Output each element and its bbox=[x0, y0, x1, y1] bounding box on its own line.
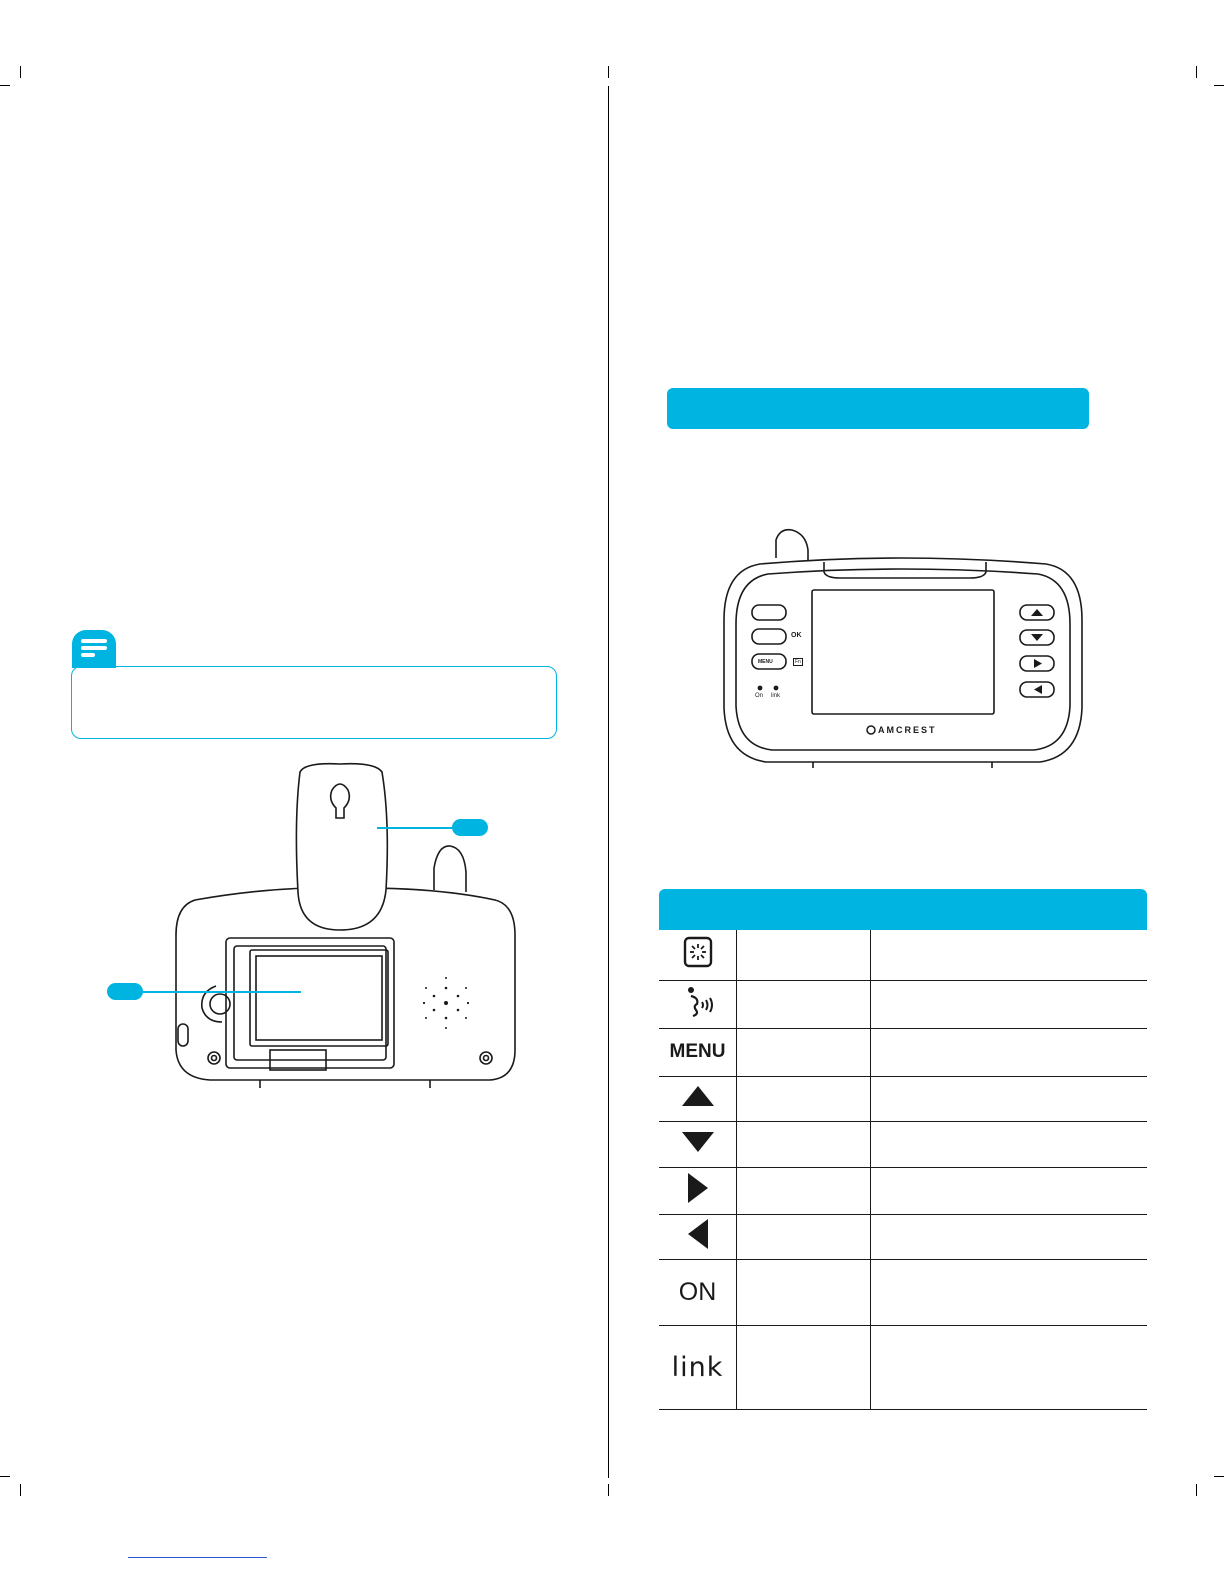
table-row bbox=[659, 1325, 1147, 1409]
led-link-label: link bbox=[771, 693, 781, 699]
crop-mark bbox=[1214, 1476, 1224, 1477]
link-led-label: link bbox=[671, 1351, 724, 1383]
crop-mark bbox=[1214, 85, 1224, 86]
table-row bbox=[659, 1121, 1147, 1167]
battery-callout-line bbox=[140, 991, 301, 993]
led-on-label: On bbox=[755, 693, 764, 699]
stand-callout-badge bbox=[452, 819, 488, 836]
crop-mark bbox=[20, 66, 21, 78]
monitor-back-illustration bbox=[100, 760, 530, 1090]
talk-icon bbox=[681, 984, 715, 1020]
left-arrow-icon bbox=[686, 1217, 710, 1251]
note-icon bbox=[72, 630, 116, 668]
crop-mark bbox=[1196, 66, 1197, 78]
zoom-icon bbox=[683, 936, 713, 968]
stand-callout-line bbox=[377, 827, 455, 829]
footer-link-underline[interactable] bbox=[128, 1557, 267, 1558]
fn-label: Fn bbox=[795, 659, 801, 665]
button-function-table bbox=[659, 930, 1147, 1410]
table-row bbox=[659, 1028, 1147, 1076]
table-row bbox=[659, 930, 1147, 980]
table-row bbox=[659, 1214, 1147, 1259]
table-row bbox=[659, 1167, 1147, 1214]
crop-mark bbox=[608, 1484, 609, 1496]
crop-mark bbox=[0, 1476, 10, 1477]
right-arrow-icon bbox=[686, 1171, 710, 1205]
brand-logo: AMCREST bbox=[878, 725, 937, 735]
down-arrow-icon bbox=[680, 1130, 716, 1154]
menu-icon-label: MENU bbox=[669, 1041, 726, 1062]
menu-button-label: MENU bbox=[758, 659, 773, 665]
crop-mark bbox=[608, 66, 609, 78]
ok-label: OK bbox=[791, 632, 802, 639]
note-box bbox=[71, 666, 557, 739]
section-header-bar bbox=[667, 388, 1089, 429]
battery-callout-badge bbox=[107, 983, 143, 1000]
monitor-front-illustration bbox=[720, 528, 1086, 772]
up-arrow-icon bbox=[680, 1084, 716, 1108]
crop-mark bbox=[0, 85, 10, 86]
crop-mark bbox=[1196, 1484, 1197, 1496]
table-row bbox=[659, 1259, 1147, 1325]
crop-mark bbox=[20, 1484, 21, 1496]
table-header-bar bbox=[659, 889, 1147, 930]
on-led-label: ON bbox=[678, 1277, 717, 1306]
table-row bbox=[659, 980, 1147, 1028]
table-row bbox=[659, 1076, 1147, 1121]
page-divider bbox=[608, 86, 609, 1478]
